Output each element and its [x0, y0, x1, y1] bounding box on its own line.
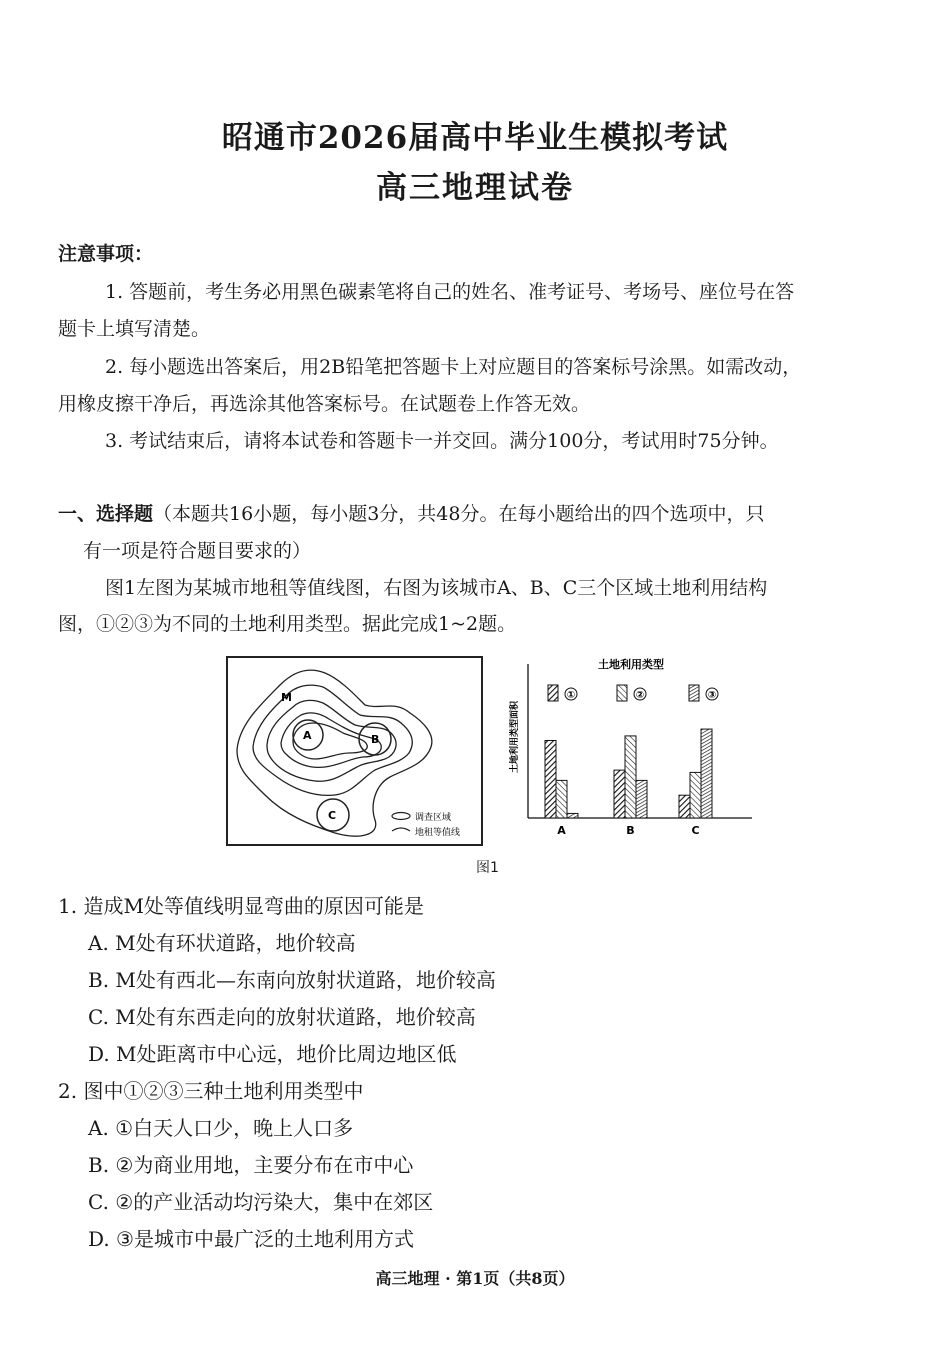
figure-caption: 图1 — [476, 860, 499, 876]
legend-survey-icon — [392, 813, 410, 820]
exam-subtitle: 高三地理试卷 — [376, 170, 574, 206]
bar-B-series-1 — [614, 770, 625, 818]
legend-swatch-2 — [617, 685, 627, 701]
exam-title: 昭通市2026届高中毕业生模拟考试 — [221, 120, 729, 156]
notice-item-1-line-1: 1. 答题前，考生务必用黑色碳素笔将自己的姓名、准考证号、考场号、座位号在答 — [105, 281, 795, 303]
notice-heading: 注意事项： — [58, 243, 154, 265]
question-2-option-d: D. ③是城市中最广泛的土地利用方式 — [88, 1227, 414, 1251]
land-use-chart — [500, 652, 760, 848]
map-label-b: B — [371, 733, 380, 746]
bar-A-series-3 — [567, 813, 578, 818]
bar-C-series-3 — [701, 729, 712, 818]
chart-y-label: 土地利用类型面积 — [510, 700, 520, 774]
question-1-option-d: D. M处距离市中心远，地价比周边地区低 — [88, 1042, 457, 1066]
legend-label-3: ③ — [707, 690, 717, 701]
figure-intro-line-1: 图1左图为某城市地租等值线图，右图为该城市A、B、C三个区域土地利用结构 — [105, 577, 768, 599]
x-tick-A: A — [557, 824, 566, 837]
question-1-option-b: B. M处有西北—东南向放射状道路，地价较高 — [88, 968, 496, 992]
legend-label-1: ① — [566, 690, 576, 701]
map-label-a: A — [303, 729, 312, 742]
question-1-option-c: C. M处有东西走向的放射状道路，地价较高 — [88, 1005, 476, 1029]
chart-bars — [545, 729, 712, 818]
chart-ticks — [557, 824, 699, 837]
section-1-desc-line-2: 有一项是符合题目要求的） — [83, 540, 312, 562]
notice-item-2-line-2: 用橡皮擦干净后，再选涂其他答案标号。在试题卷上作答无效。 — [58, 393, 591, 415]
bar-C-series-2 — [690, 772, 701, 818]
notice-item-2-line-1: 2. 每小题选出答案后，用2B铅笔把答题卡上对应题目的答案标号涂黑。如需改动， — [105, 356, 802, 378]
question-2-option-c: C. ②的产业活动均污染大，集中在郊区 — [88, 1190, 434, 1214]
notice-item-3: 3. 考试结束后，请将本试卷和答题卡一并交回。满分100分，考试用时75分钟。 — [105, 430, 779, 452]
legend-label-2: ② — [635, 690, 645, 701]
map-label-m: M — [281, 691, 292, 704]
legend-contour-label: 地租等值线 — [415, 828, 461, 838]
bar-A-series-1 — [545, 740, 556, 818]
question-1-stem: 1. 造成M处等值线明显弯曲的原因可能是 — [58, 894, 424, 918]
legend-swatch-1 — [548, 685, 558, 701]
bar-B-series-3 — [636, 780, 647, 818]
rent-contour-map — [225, 655, 485, 848]
x-tick-B: B — [626, 824, 635, 837]
x-tick-C: C — [691, 824, 700, 837]
legend-contour-icon — [392, 828, 410, 831]
figure-intro-line-2: 图，①②③为不同的土地利用类型。据此完成1~2题。 — [58, 613, 517, 635]
map-label-c: C — [328, 809, 337, 822]
notice-item-1-line-2: 题卡上填写清楚。 — [58, 318, 211, 340]
section-1-line-1 — [58, 501, 898, 527]
bar-A-series-2 — [556, 780, 567, 818]
contour-line-4 — [281, 713, 381, 767]
page-footer: 高三地理 · 第1页（共8页） — [375, 1269, 575, 1288]
question-2-option-a: A. ①白天人口少，晚上人口多 — [88, 1116, 354, 1140]
question-2-option-b: B. ②为商业用地，主要分布在市中心 — [88, 1153, 414, 1177]
chart-title: 土地利用类型 — [598, 658, 664, 671]
bar-C-series-1 — [679, 795, 690, 818]
legend-survey-label: 调查区域 — [415, 813, 452, 823]
chart-legend — [548, 685, 718, 701]
question-1-option-a: A. M处有环状道路，地价较高 — [88, 931, 356, 955]
section-1-heading: 一、选择题 — [58, 503, 154, 525]
legend-swatch-3 — [689, 685, 699, 701]
section-1-desc: （本题共16小题，每小题3分，共48分。在每小题给出的四个选项中，只 — [153, 503, 765, 525]
bar-B-series-2 — [625, 736, 636, 818]
question-2-stem: 2. 图中①②③三种土地利用类型中 — [58, 1079, 364, 1103]
